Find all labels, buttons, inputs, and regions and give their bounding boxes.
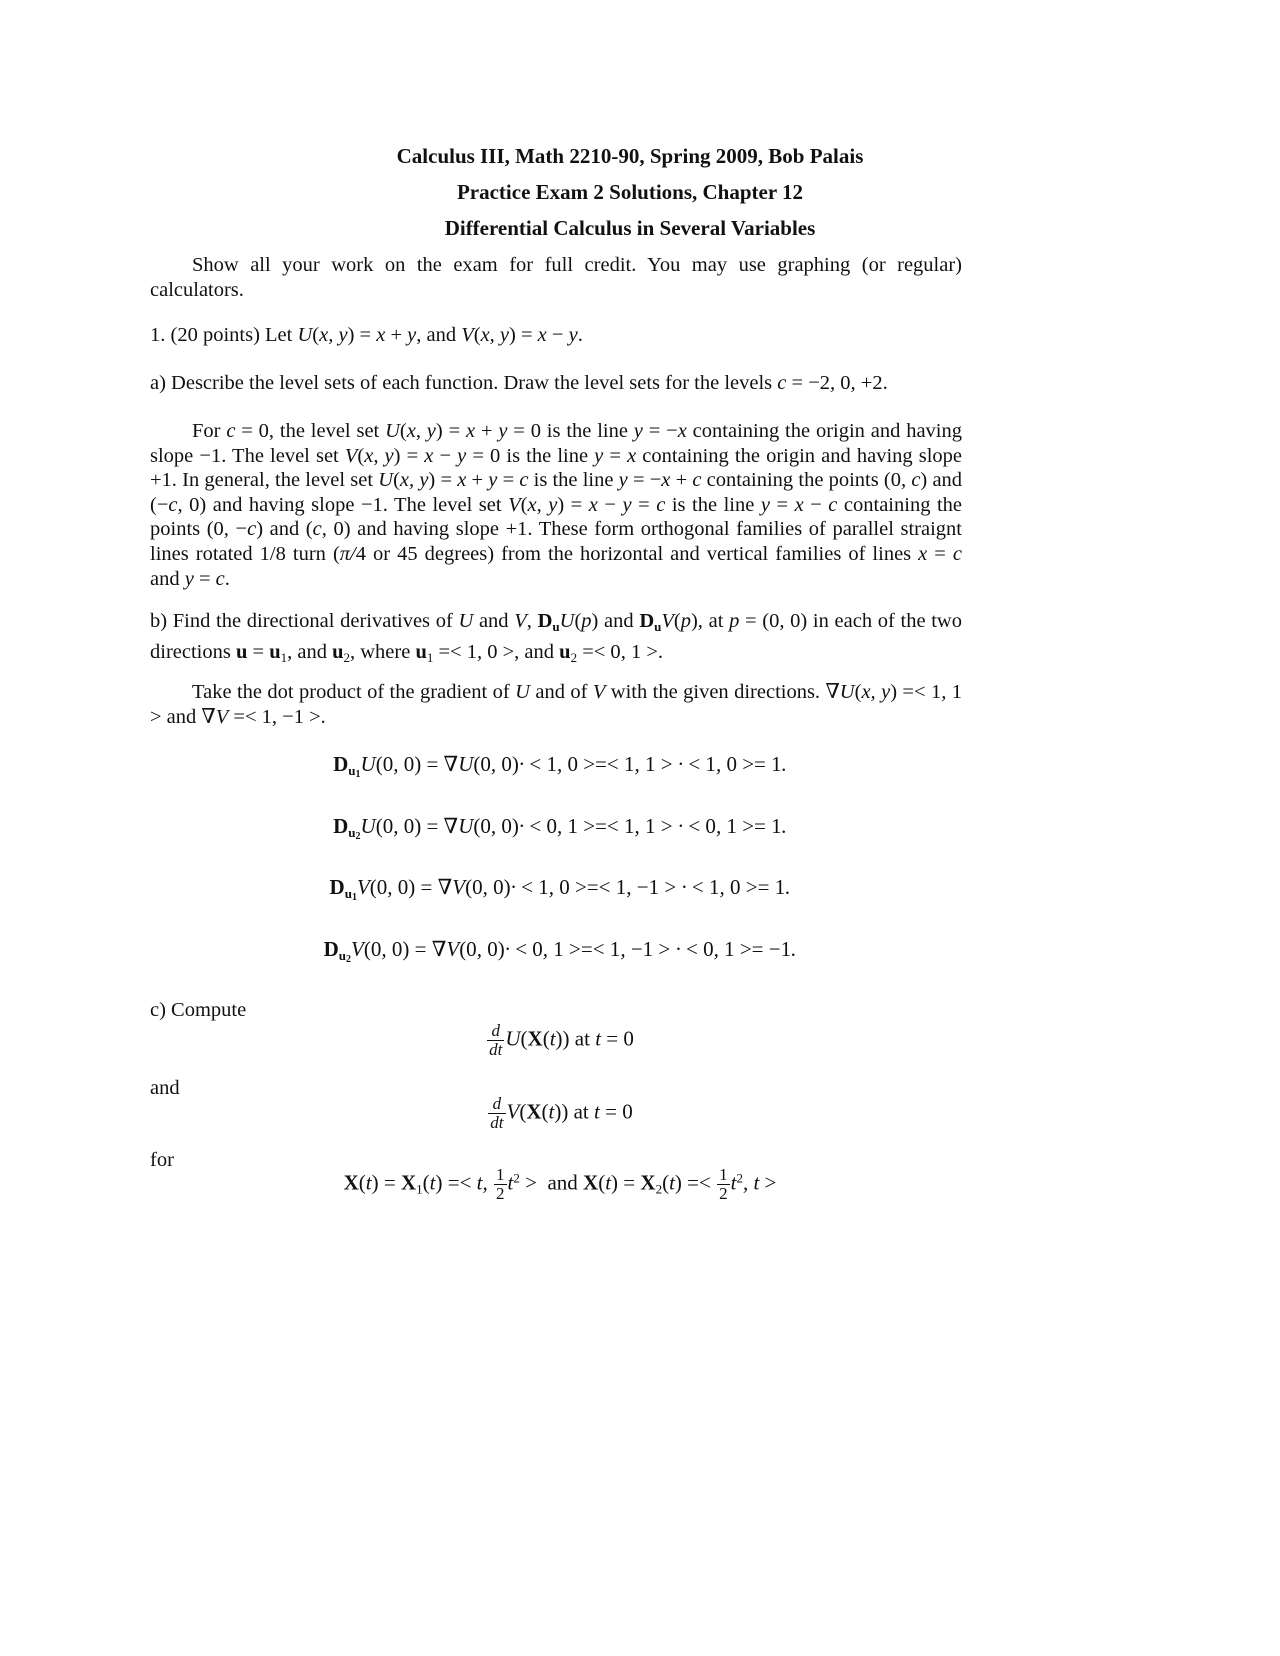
course-title: Calculus III, Math 2210-90, Spring 2009, Bob Palais xyxy=(396,144,864,168)
equation-du1-u: $D_{u_1}U(0$, 0) = ∇U(0, 0)· < 1, 0 >=< 1, 1 > · < 1, 0 >= 1. xyxy=(333,752,787,780)
equation-curves: $X(t) = X_1(t) =< t$, $\frac{1}{2}$ $t^2$ > and $X(t) = X_2(t)$ =< $\frac{1}{2}$ $t^2$, t > xyxy=(343,1165,777,1203)
equation-du1-v: $D_{u_1}V(0$, 0) = ∇V(0, 0)· < 1, 0 >=< 1, −1 > · < 1, 0 >= 1. xyxy=(329,875,791,903)
part-c-and-label: and xyxy=(150,1077,180,1099)
instructions: Show all your work on the exam for full credit. You may use graphing (or regular) calculators. xyxy=(150,254,962,301)
exam-title: Practice Exam 2 Solutions, Chapter 12 xyxy=(456,180,804,204)
equation-du2-v: $D_{u_2}V(0$, 0) = ∇V(0, 0)· < 0, 1 >=< 1, −1 > · < 0, 1 >= −1. xyxy=(323,937,797,965)
equation-dudt: $\frac{d}{dt}$ U(X(t)) at t = 0 xyxy=(489,1021,634,1059)
part-a-answer: For c = 0, the level set U(x, y) = x + y = 0 is the line y = −x containing the origin and having slope −1. The level set V(x, y) = x − y = 0 is the line y = x containing the origin and having slope +1. In general, the level set U(x, y) = x + y = c is the line y = −x + c containing the points (0, c) and (−c, 0) and having slope −1. The level set V(x, y) = x − y = c is the line y = x − c containing the points (0, −c) and (c, 0) and having slope +1. These form orthogonal families of parallel straignt lines rotated 1/8 turn (π/4 or 45 degrees) from the horizontal and vertical families of lines x = c and y = c. xyxy=(150,420,963,590)
part-c-compute-label: c) Compute xyxy=(150,999,247,1021)
problem-1-statement: 1. (20 points) Let U(x, y) = x + y, and V(x, y) = x − y. xyxy=(150,324,583,346)
part-a-question: a) Describe the level sets of each function. Draw the level sets for the levels c = −2, 0, +2. xyxy=(150,372,888,394)
part-b-answer: Take the dot product of the gradient of U and of V with the given directions. ∇U(x, y) =< 1, 1 > and ∇V =< 1, −1 >. xyxy=(150,681,963,728)
part-b-question: b) Find the directional derivatives of U and V, $D_uU(p)$ and $D_uV(p)$, at p = (0, 0) in each of the two directions $u = u_1$, and $u_2$, where $u_1 =< 1$, 0 >, and $u_2 =< 0$, 1 >. xyxy=(150,610,962,665)
subject-title: Differential Calculus in Several Variables xyxy=(444,216,816,240)
equation-du2-u: $D_{u_2}U(0$, 0) = ∇U(0, 0)· < 0, 1 >=< 1, 1 > · < 0, 1 >= 1. xyxy=(333,814,787,842)
part-c-for-label: for xyxy=(150,1149,174,1171)
equation-dvdt: $\frac{d}{dt}$ V(X(t)) at t = 0 xyxy=(490,1094,633,1132)
